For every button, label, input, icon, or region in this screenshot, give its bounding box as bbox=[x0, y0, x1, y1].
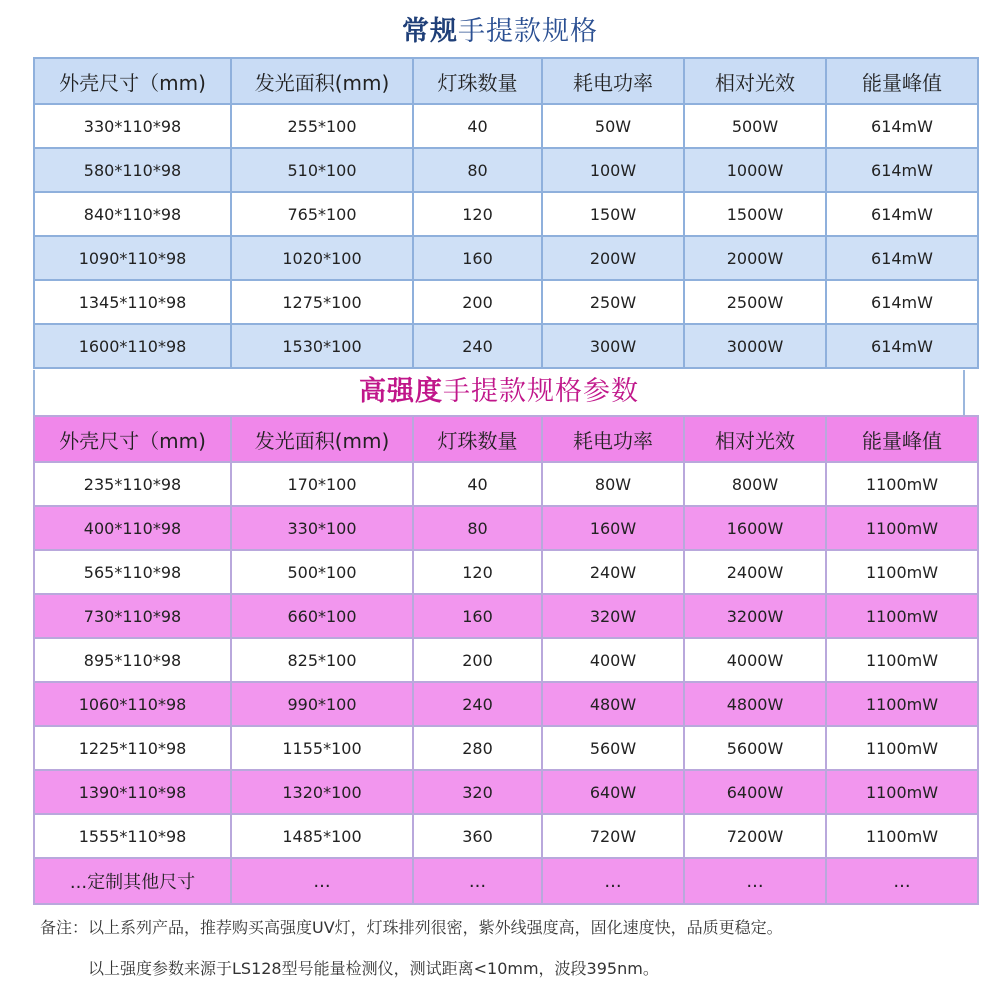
table-cell: 2000W bbox=[684, 236, 826, 280]
table-cell: 560W bbox=[542, 726, 684, 770]
column-header: 外壳尺寸（mm) bbox=[34, 58, 231, 104]
table-row bbox=[34, 726, 978, 770]
column-header: 发光面积(mm) bbox=[231, 416, 413, 462]
table-cell: 160 bbox=[413, 236, 542, 280]
table-cell: 1320*100 bbox=[231, 770, 413, 814]
table-cell: 1100mW bbox=[826, 682, 978, 726]
table-cell: 80 bbox=[413, 148, 542, 192]
column-header: 相对光效 bbox=[684, 58, 826, 104]
remark-note: 备注：以上系列产品，推荐购买高强度UV灯，灯珠排列很密，紫外线强度高，固化速度快，品质更稳定。 bbox=[40, 918, 783, 937]
table-row bbox=[34, 770, 978, 814]
table-cell: 50W bbox=[542, 104, 684, 148]
high-intensity-spec-table bbox=[33, 415, 965, 905]
table-cell: 250W bbox=[542, 280, 684, 324]
table-cell: 330*110*98 bbox=[34, 104, 231, 148]
table-cell: 1390*110*98 bbox=[34, 770, 231, 814]
table-cell: 720W bbox=[542, 814, 684, 858]
table-cell: ... bbox=[542, 858, 684, 904]
table-cell: 614mW bbox=[826, 148, 978, 192]
table-cell: 480W bbox=[542, 682, 684, 726]
table-cell: 1155*100 bbox=[231, 726, 413, 770]
table-row bbox=[34, 814, 978, 858]
table-row bbox=[34, 104, 978, 148]
table-row bbox=[34, 462, 978, 506]
column-header: 能量峰值 bbox=[826, 416, 978, 462]
table-cell: 160W bbox=[542, 506, 684, 550]
table-cell: 1100mW bbox=[826, 770, 978, 814]
table-cell: 40 bbox=[413, 104, 542, 148]
table-cell: 580*110*98 bbox=[34, 148, 231, 192]
table-row bbox=[34, 638, 978, 682]
table-cell: 4800W bbox=[684, 682, 826, 726]
table-cell: 1000W bbox=[684, 148, 826, 192]
table-cell: 200 bbox=[413, 280, 542, 324]
high-intensity-section-banner bbox=[33, 370, 965, 415]
table-cell: 80W bbox=[542, 462, 684, 506]
table-cell: 660*100 bbox=[231, 594, 413, 638]
table-row bbox=[34, 280, 978, 324]
table-cell: 565*110*98 bbox=[34, 550, 231, 594]
table-cell: 400W bbox=[542, 638, 684, 682]
table-row bbox=[34, 148, 978, 192]
column-header: 耗电功率 bbox=[542, 416, 684, 462]
table-cell: 510*100 bbox=[231, 148, 413, 192]
table-cell: 1530*100 bbox=[231, 324, 413, 368]
column-header: 外壳尺寸（mm) bbox=[34, 416, 231, 462]
table-cell: 1555*110*98 bbox=[34, 814, 231, 858]
column-header: 发光面积(mm) bbox=[231, 58, 413, 104]
table-cell: 240 bbox=[413, 324, 542, 368]
table-cell: 150W bbox=[542, 192, 684, 236]
table-cell: 400*110*98 bbox=[34, 506, 231, 550]
table-row bbox=[34, 550, 978, 594]
high-intensity-title-rest: 手提款规格参数 bbox=[443, 376, 639, 407]
table-cell: 500W bbox=[684, 104, 826, 148]
table-cell: 1060*110*98 bbox=[34, 682, 231, 726]
table-cell: 1485*100 bbox=[231, 814, 413, 858]
table-cell: 100W bbox=[542, 148, 684, 192]
table-cell: 614mW bbox=[826, 236, 978, 280]
table-cell: 3000W bbox=[684, 324, 826, 368]
table-row bbox=[34, 192, 978, 236]
table-cell: 170*100 bbox=[231, 462, 413, 506]
table-cell: 895*110*98 bbox=[34, 638, 231, 682]
table-cell: ... bbox=[826, 858, 978, 904]
table-cell: 1600W bbox=[684, 506, 826, 550]
table-row bbox=[34, 858, 978, 904]
table-cell: 800W bbox=[684, 462, 826, 506]
table-header-row bbox=[34, 58, 978, 104]
table-cell: 330*100 bbox=[231, 506, 413, 550]
standard-series-title bbox=[0, 12, 1000, 52]
table-cell: 2400W bbox=[684, 550, 826, 594]
table-cell: 80 bbox=[413, 506, 542, 550]
table-cell: 200W bbox=[542, 236, 684, 280]
table-cell: 614mW bbox=[826, 192, 978, 236]
column-header: 灯珠数量 bbox=[413, 58, 542, 104]
table-cell: ... bbox=[684, 858, 826, 904]
table-cell: 2500W bbox=[684, 280, 826, 324]
table-cell: 1100mW bbox=[826, 506, 978, 550]
table-row bbox=[34, 236, 978, 280]
table-cell: 240 bbox=[413, 682, 542, 726]
table-cell: 255*100 bbox=[231, 104, 413, 148]
table-cell: 1090*110*98 bbox=[34, 236, 231, 280]
table-cell: 1275*100 bbox=[231, 280, 413, 324]
table-row bbox=[34, 324, 978, 368]
table-cell: 280 bbox=[413, 726, 542, 770]
standard-title-rest: 手提款规格 bbox=[458, 16, 598, 47]
table-cell: 614mW bbox=[826, 104, 978, 148]
table-cell: 240W bbox=[542, 550, 684, 594]
table-cell: 320W bbox=[542, 594, 684, 638]
table-cell: 614mW bbox=[826, 324, 978, 368]
column-header: 相对光效 bbox=[684, 416, 826, 462]
table-cell: 235*110*98 bbox=[34, 462, 231, 506]
table-cell: 500*100 bbox=[231, 550, 413, 594]
table-row bbox=[34, 506, 978, 550]
table-cell: 160 bbox=[413, 594, 542, 638]
table-cell: 4000W bbox=[684, 638, 826, 682]
table-cell: 990*100 bbox=[231, 682, 413, 726]
column-header: 灯珠数量 bbox=[413, 416, 542, 462]
table-cell: 360 bbox=[413, 814, 542, 858]
table-cell: 840*110*98 bbox=[34, 192, 231, 236]
table-cell: 120 bbox=[413, 550, 542, 594]
table-cell: 6400W bbox=[684, 770, 826, 814]
table-cell: 5600W bbox=[684, 726, 826, 770]
column-header: 能量峰值 bbox=[826, 58, 978, 104]
table-cell: 1500W bbox=[684, 192, 826, 236]
table-cell: 1100mW bbox=[826, 638, 978, 682]
table-cell: 730*110*98 bbox=[34, 594, 231, 638]
table-cell: 300W bbox=[542, 324, 684, 368]
standard-spec-table bbox=[33, 57, 965, 369]
high-intensity-series-title bbox=[35, 372, 963, 412]
table-cell: 1100mW bbox=[826, 814, 978, 858]
table-cell: 3200W bbox=[684, 594, 826, 638]
table-cell: 1345*110*98 bbox=[34, 280, 231, 324]
table-cell: 614mW bbox=[826, 280, 978, 324]
table-cell: 1225*110*98 bbox=[34, 726, 231, 770]
table-cell: 1100mW bbox=[826, 550, 978, 594]
table-cell: 7200W bbox=[684, 814, 826, 858]
table-cell: ... bbox=[413, 858, 542, 904]
table-cell: ...定制其他尺寸 bbox=[34, 858, 231, 904]
table-cell: 1600*110*98 bbox=[34, 324, 231, 368]
measurement-source-note: 以上强度参数来源于LS128型号能量检测仪，测试距离<10mm，波段395nm。 bbox=[88, 959, 659, 978]
table-cell: ... bbox=[231, 858, 413, 904]
table-cell: 200 bbox=[413, 638, 542, 682]
table-cell: 40 bbox=[413, 462, 542, 506]
table-cell: 120 bbox=[413, 192, 542, 236]
table-cell: 1100mW bbox=[826, 594, 978, 638]
table-cell: 640W bbox=[542, 770, 684, 814]
table-cell: 765*100 bbox=[231, 192, 413, 236]
table-cell: 1020*100 bbox=[231, 236, 413, 280]
high-intensity-title-highlight: 高强度 bbox=[359, 376, 443, 407]
table-row bbox=[34, 594, 978, 638]
column-header: 耗电功率 bbox=[542, 58, 684, 104]
table-cell: 825*100 bbox=[231, 638, 413, 682]
table-cell: 320 bbox=[413, 770, 542, 814]
table-row bbox=[34, 682, 978, 726]
table-header-row bbox=[34, 416, 978, 462]
table-cell: 1100mW bbox=[826, 462, 978, 506]
table-cell: 1100mW bbox=[826, 726, 978, 770]
standard-title-highlight: 常规 bbox=[402, 16, 458, 47]
